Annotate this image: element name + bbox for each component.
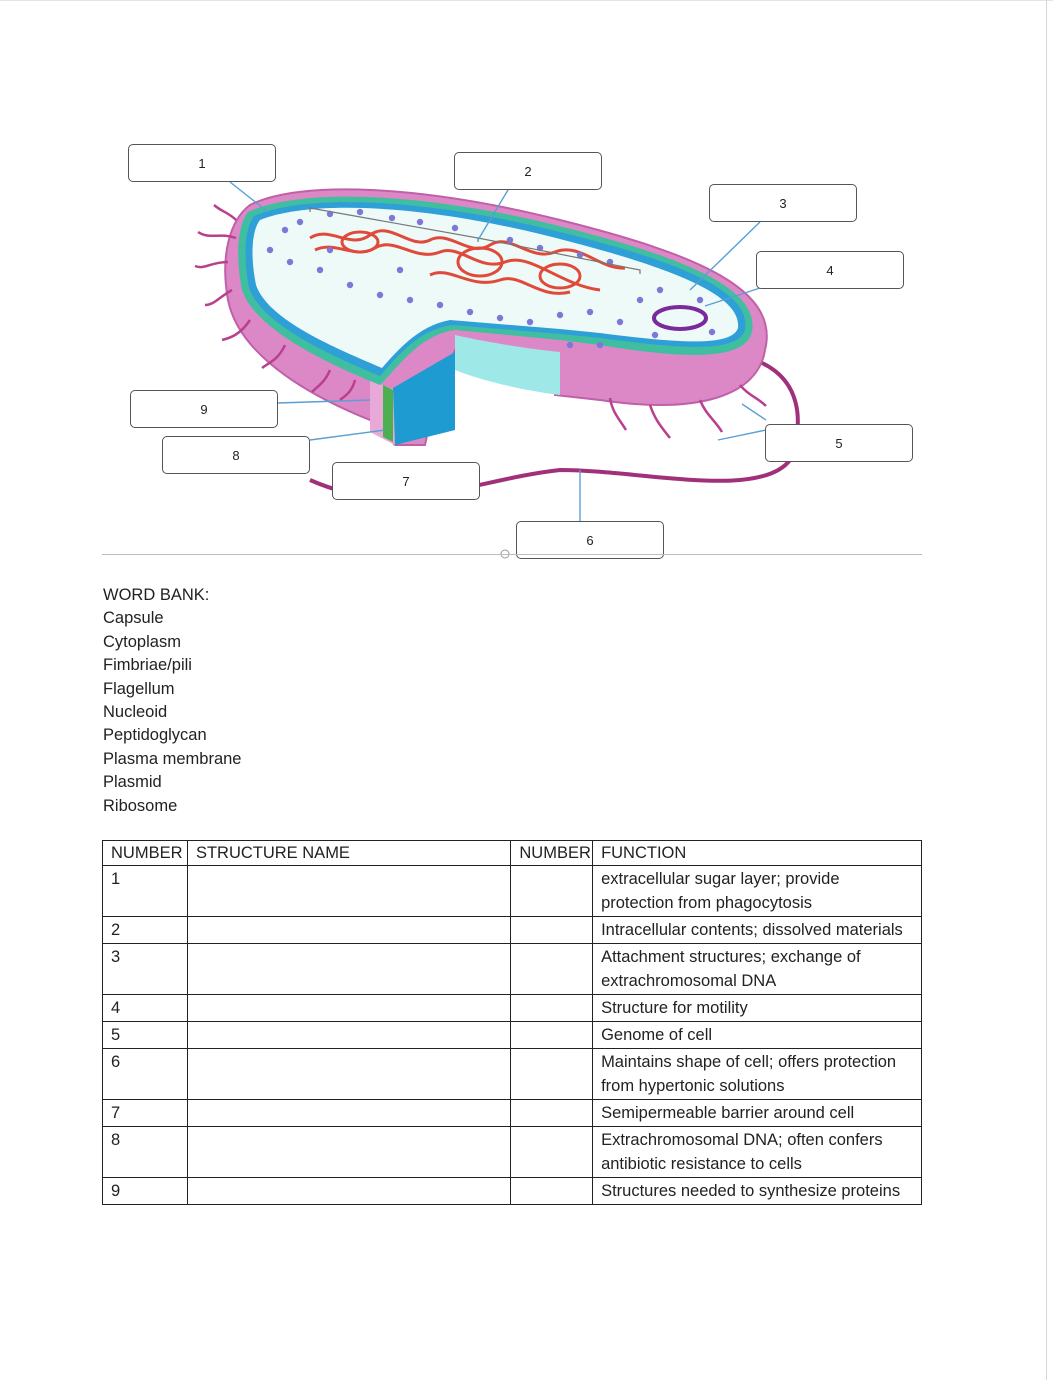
label-box-7[interactable]: 7 — [332, 462, 480, 500]
table-row — [103, 1100, 922, 1127]
function-number-cell[interactable] — [511, 917, 593, 944]
function-number-cell[interactable] — [511, 1100, 593, 1127]
row-number: 4 — [103, 995, 188, 1022]
structure-name-cell[interactable] — [187, 1100, 510, 1127]
label-box-9[interactable]: 9 — [130, 390, 278, 428]
word-bank-term: Cytoplasm — [103, 632, 181, 651]
table-row — [103, 1022, 922, 1049]
function-text: Genome of cell — [593, 1022, 922, 1049]
function-text: Semipermeable barrier around cell — [593, 1100, 922, 1127]
function-number-cell[interactable] — [511, 944, 593, 995]
header-number: NUMBER — [103, 841, 188, 866]
function-text: Attachment structures; exchange of extrachromosomal DNA — [593, 944, 922, 995]
answer-table — [102, 840, 922, 1205]
structure-name-cell[interactable] — [187, 1178, 510, 1205]
label-box-2[interactable]: 2 — [454, 152, 602, 190]
row-number: 6 — [103, 1049, 188, 1100]
structure-name-cell[interactable] — [187, 866, 510, 917]
function-number-cell[interactable] — [511, 995, 593, 1022]
table-header-row — [103, 841, 922, 866]
label-box-4[interactable]: 4 — [756, 251, 904, 289]
function-text: Maintains shape of cell; offers protection from hypertonic solutions — [593, 1049, 922, 1100]
row-number: 8 — [103, 1127, 188, 1178]
word-bank-term: Flagellum — [103, 679, 175, 698]
function-number-cell[interactable] — [511, 866, 593, 917]
header-structure-name: STRUCTURE NAME — [187, 841, 510, 866]
function-text: extracellular sugar layer; provide protection from phagocytosis — [593, 866, 922, 917]
row-number: 2 — [103, 917, 188, 944]
label-box-3[interactable]: 3 — [709, 184, 857, 222]
row-number: 9 — [103, 1178, 188, 1205]
word-bank-term: Capsule — [103, 609, 164, 628]
word-bank-term: Plasma membrane — [103, 749, 242, 768]
function-text: Structure for motility — [593, 995, 922, 1022]
structure-name-cell[interactable] — [187, 1127, 510, 1178]
table-row — [103, 995, 922, 1022]
word-bank — [103, 584, 241, 818]
label-box-6[interactable]: 6 — [516, 521, 664, 559]
word-bank-term: Plasmid — [103, 773, 162, 792]
structure-name-cell[interactable] — [187, 917, 510, 944]
table-row — [103, 1127, 922, 1178]
section-divider — [102, 554, 922, 555]
function-text: Intracellular contents; dissolved materials — [593, 917, 922, 944]
word-bank-term: Fimbriae/pili — [103, 656, 192, 675]
table-row — [103, 1049, 922, 1100]
row-number: 3 — [103, 944, 188, 995]
label-box-8[interactable]: 8 — [162, 436, 310, 474]
function-text: Structures needed to synthesize proteins — [593, 1178, 922, 1205]
label-box-5[interactable]: 5 — [765, 424, 913, 462]
row-number: 5 — [103, 1022, 188, 1049]
word-bank-heading: WORD BANK: — [103, 586, 210, 604]
function-text: Extrachromosomal DNA; often confers antibiotic resistance to cells — [593, 1127, 922, 1178]
label-box-1[interactable]: 1 — [128, 144, 276, 182]
row-number: 1 — [103, 866, 188, 917]
table-row — [103, 1178, 922, 1205]
function-number-cell[interactable] — [511, 1127, 593, 1178]
header-function: FUNCTION — [593, 841, 922, 866]
header-number-2: NUMBER — [511, 841, 593, 866]
function-number-cell[interactable] — [511, 1022, 593, 1049]
word-bank-term: Ribosome — [103, 796, 178, 815]
structure-name-cell[interactable] — [187, 1049, 510, 1100]
word-bank-term: Nucleoid — [103, 703, 168, 722]
structure-name-cell[interactable] — [187, 1022, 510, 1049]
structure-name-cell[interactable] — [187, 995, 510, 1022]
function-number-cell[interactable] — [511, 1178, 593, 1205]
word-bank-term: Peptidoglycan — [103, 726, 207, 745]
structure-name-cell[interactable] — [187, 944, 510, 995]
table-row — [103, 866, 922, 917]
table-row — [103, 917, 922, 944]
table-row — [103, 944, 922, 995]
row-number: 7 — [103, 1100, 188, 1127]
function-number-cell[interactable] — [511, 1049, 593, 1100]
